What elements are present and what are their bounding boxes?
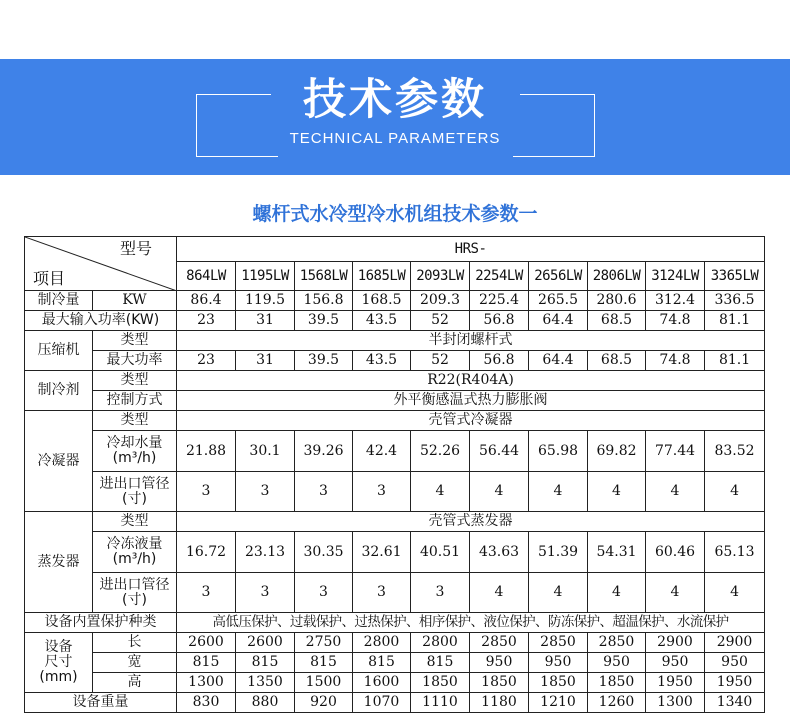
condenser-pipe-value: 4 — [705, 472, 765, 512]
row-label-weight: 设备重量 — [25, 693, 177, 713]
compressor-power-value: 74.8 — [646, 351, 705, 371]
model-header: 3124LW — [646, 262, 705, 291]
compressor-power-value: 23 — [177, 351, 236, 371]
cell-text-line: 冷冻液量 — [106, 536, 163, 552]
compressor-power-value: 52 — [411, 351, 470, 371]
cooling-value: 312.4 — [646, 291, 705, 311]
model-header: 1195LW — [236, 262, 295, 291]
evaporator-pipe-value: 3 — [177, 573, 236, 613]
evaporator-pipe-value: 4 — [470, 573, 529, 613]
sub-label — [93, 573, 177, 613]
model-header: 2806LW — [588, 262, 646, 291]
model-header: 2254LW — [470, 262, 529, 291]
row-label-dimensions — [25, 633, 93, 693]
condenser-type-value: 壳管式冷凝器 — [177, 411, 765, 431]
condenser-flow-value: 30.1 — [236, 431, 295, 472]
spec-table — [24, 236, 765, 713]
row-label-protection: 设备内置保护种类 — [25, 613, 177, 633]
input-power-value: 43.5 — [353, 311, 411, 331]
weight-value: 1260 — [588, 693, 646, 713]
height-value: 1500 — [295, 673, 353, 693]
evaporator-flow-value: 40.51 — [411, 532, 470, 573]
cooling-value: 119.5 — [236, 291, 295, 311]
model-header: 2093LW — [411, 262, 470, 291]
cell-text-line: (m³/h) — [112, 551, 157, 567]
condenser-pipe-value: 4 — [411, 472, 470, 512]
cooling-value: 336.5 — [705, 291, 765, 311]
evaporator-pipe-value: 4 — [588, 573, 646, 613]
cell-text-line: 进出口管径 — [99, 475, 170, 492]
height-value: 1950 — [705, 673, 765, 693]
width-value: 815 — [411, 653, 470, 673]
condenser-pipe-value: 4 — [470, 472, 529, 512]
width-value: 950 — [705, 653, 765, 673]
evaporator-type-value: 壳管式蒸发器 — [177, 512, 765, 532]
evaporator-pipe-value: 3 — [353, 573, 411, 613]
compressor-type-value: 半封闭螺杆式 — [177, 331, 765, 351]
evaporator-flow-value: 60.46 — [646, 532, 705, 573]
condenser-flow-value: 83.52 — [705, 431, 765, 472]
model-header: 864LW — [177, 262, 236, 291]
cooling-value: 86.4 — [177, 291, 236, 311]
cooling-value: 280.6 — [588, 291, 646, 311]
evaporator-flow-value: 51.39 — [529, 532, 588, 573]
height-value: 1850 — [588, 673, 646, 693]
width-value: 815 — [295, 653, 353, 673]
corner-item-label: 项目 — [33, 269, 66, 288]
sub-label: 宽 — [93, 653, 177, 673]
length-value: 2900 — [705, 633, 765, 653]
page-subtitle: TECHNICAL PARAMETERS — [289, 130, 501, 147]
cooling-value: 156.8 — [295, 291, 353, 311]
width-value: 950 — [588, 653, 646, 673]
sub-label: 类型 — [93, 411, 177, 431]
evaporator-flow-value: 16.72 — [177, 532, 236, 573]
evaporator-pipe-value: 4 — [705, 573, 765, 613]
compressor-power-value: 31 — [236, 351, 295, 371]
row-label-compressor: 压缩机 — [25, 331, 93, 371]
model-header: 3365LW — [705, 262, 765, 291]
weight-value: 1340 — [705, 693, 765, 713]
condenser-flow-value: 52.26 — [411, 431, 470, 472]
width-value: 815 — [177, 653, 236, 673]
cell-text-line: 进出口管径 — [99, 576, 170, 593]
width-value: 950 — [470, 653, 529, 673]
condenser-pipe-value: 3 — [236, 472, 295, 512]
weight-value: 920 — [295, 693, 353, 713]
sub-label: 控制方式 — [93, 391, 177, 411]
cell-text-line: 冷却水量 — [106, 435, 163, 451]
input-power-value: 56.8 — [470, 311, 529, 331]
weight-value: 1300 — [646, 693, 705, 713]
condenser-flow-value: 56.44 — [470, 431, 529, 472]
sub-label — [93, 472, 177, 512]
weight-value: 830 — [177, 693, 236, 713]
sub-label: 类型 — [93, 512, 177, 532]
series-header: HRS- — [177, 237, 765, 262]
row-label-input-power: 最大输入功率(KW) — [25, 311, 177, 331]
condenser-flow-value: 65.98 — [529, 431, 588, 472]
cell-text-line: 尺寸 — [44, 654, 73, 670]
condenser-flow-value: 39.26 — [295, 431, 353, 472]
height-value: 1350 — [236, 673, 295, 693]
cell-text-line: (mm) — [39, 669, 78, 685]
length-value: 2850 — [470, 633, 529, 653]
compressor-power-value: 43.5 — [353, 351, 411, 371]
cell-text-line: (寸) — [122, 490, 147, 507]
evaporator-pipe-value: 4 — [646, 573, 705, 613]
row-label-refrigerant: 制冷剂 — [25, 371, 93, 411]
model-header: 1568LW — [295, 262, 353, 291]
length-value: 2850 — [529, 633, 588, 653]
compressor-power-value: 39.5 — [295, 351, 353, 371]
row-label-cooling: 制冷量 — [25, 291, 93, 311]
condenser-pipe-value: 4 — [646, 472, 705, 512]
height-value: 1950 — [646, 673, 705, 693]
condenser-flow-value: 21.88 — [177, 431, 236, 472]
height-value: 1850 — [411, 673, 470, 693]
evaporator-flow-value: 54.31 — [588, 532, 646, 573]
length-value: 2600 — [236, 633, 295, 653]
length-value: 2750 — [295, 633, 353, 653]
header-corner-cell — [25, 237, 177, 291]
model-header: 2656LW — [529, 262, 588, 291]
weight-value: 880 — [236, 693, 295, 713]
weight-value: 1110 — [411, 693, 470, 713]
input-power-value: 74.8 — [646, 311, 705, 331]
input-power-value: 31 — [236, 311, 295, 331]
evaporator-pipe-value: 4 — [529, 573, 588, 613]
input-power-value: 52 — [411, 311, 470, 331]
sub-label — [93, 431, 177, 472]
width-value: 815 — [353, 653, 411, 673]
length-value: 2800 — [411, 633, 470, 653]
condenser-pipe-value: 3 — [177, 472, 236, 512]
row-label-condenser: 冷凝器 — [25, 411, 93, 512]
cell-text-line: 设备 — [44, 639, 73, 655]
row-label-evaporator: 蒸发器 — [25, 512, 93, 613]
page-title: 技术参数 — [303, 75, 487, 125]
length-value: 2850 — [588, 633, 646, 653]
condenser-flow-value: 42.4 — [353, 431, 411, 472]
cooling-value: 265.5 — [529, 291, 588, 311]
length-value: 2900 — [646, 633, 705, 653]
condenser-flow-value: 69.82 — [588, 431, 646, 472]
compressor-power-value: 64.4 — [529, 351, 588, 371]
input-power-value: 23 — [177, 311, 236, 331]
length-value: 2600 — [177, 633, 236, 653]
refrigerant-control-value: 外平衡感温式热力膨胀阀 — [177, 391, 765, 411]
condenser-pipe-value: 3 — [353, 472, 411, 512]
sub-label: 长 — [93, 633, 177, 653]
corner-model-label: 型号 — [119, 239, 152, 258]
compressor-power-value: 68.5 — [588, 351, 646, 371]
cell-text-line: (m³/h) — [112, 450, 157, 466]
protection-value: 高低压保护、过载保护、过热保护、相序保护、液位保护、防冻保护、超温保护、水流保护 — [177, 613, 765, 633]
length-value: 2800 — [353, 633, 411, 653]
height-value: 1600 — [353, 673, 411, 693]
compressor-power-value: 56.8 — [470, 351, 529, 371]
refrigerant-type-value: R22(R404A) — [177, 371, 765, 391]
evaporator-pipe-value: 3 — [411, 573, 470, 613]
condenser-flow-value: 77.44 — [646, 431, 705, 472]
evaporator-pipe-value: 3 — [236, 573, 295, 613]
evaporator-flow-value: 32.61 — [353, 532, 411, 573]
evaporator-flow-value: 23.13 — [236, 532, 295, 573]
table-title: 螺杆式水冷型冷水机组技术参数一 — [252, 203, 538, 225]
evaporator-flow-value: 43.63 — [470, 532, 529, 573]
model-header: 1685LW — [353, 262, 411, 291]
cell-text-line: (寸) — [122, 591, 147, 608]
sub-label: 高 — [93, 673, 177, 693]
input-power-value: 81.1 — [705, 311, 765, 331]
width-value: 950 — [646, 653, 705, 673]
weight-value: 1210 — [529, 693, 588, 713]
sub-label: 类型 — [93, 371, 177, 391]
weight-value: 1070 — [353, 693, 411, 713]
height-value: 1850 — [470, 673, 529, 693]
cooling-value: 225.4 — [470, 291, 529, 311]
width-value: 950 — [529, 653, 588, 673]
height-value: 1300 — [177, 673, 236, 693]
width-value: 815 — [236, 653, 295, 673]
cooling-value: 168.5 — [353, 291, 411, 311]
sub-label — [93, 532, 177, 573]
input-power-value: 64.4 — [529, 311, 588, 331]
evaporator-flow-value: 65.13 — [705, 532, 765, 573]
condenser-pipe-value: 4 — [588, 472, 646, 512]
condenser-pipe-value: 3 — [295, 472, 353, 512]
evaporator-flow-value: 30.35 — [295, 532, 353, 573]
input-power-value: 68.5 — [588, 311, 646, 331]
sub-label: 最大功率 — [93, 351, 177, 371]
weight-value: 1180 — [470, 693, 529, 713]
compressor-power-value: 81.1 — [705, 351, 765, 371]
sub-label: 类型 — [93, 331, 177, 351]
condenser-pipe-value: 4 — [529, 472, 588, 512]
evaporator-pipe-value: 3 — [295, 573, 353, 613]
input-power-value: 39.5 — [295, 311, 353, 331]
cooling-value: 209.3 — [411, 291, 470, 311]
unit-cell: KW — [93, 291, 177, 311]
height-value: 1850 — [529, 673, 588, 693]
